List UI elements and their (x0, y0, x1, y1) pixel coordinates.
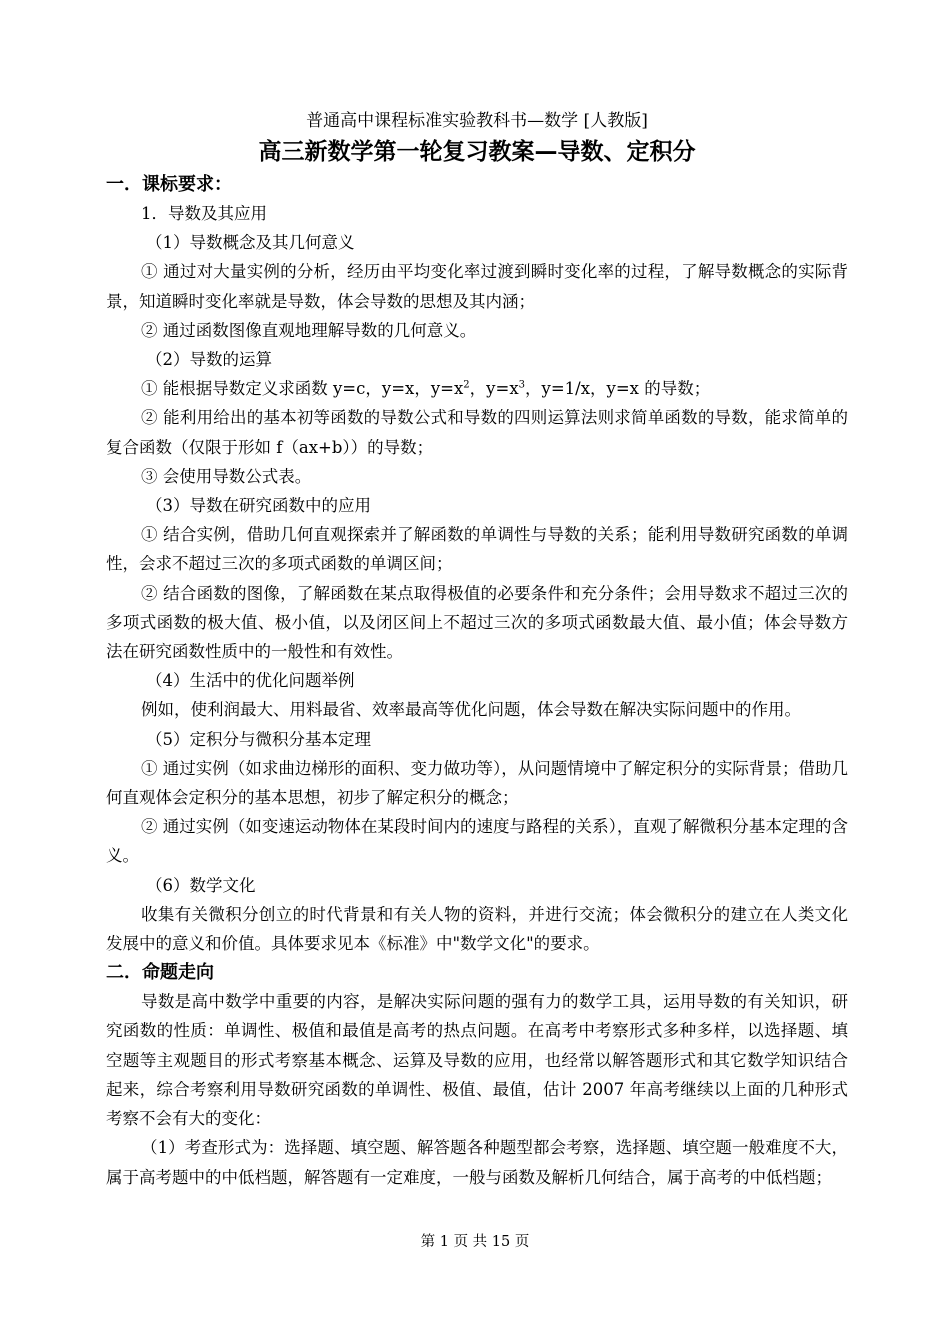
paragraph: ② 能利用给出的基本初等函数的导数公式和导数的四则运算法则求简单函数的导数，能求简单的复合函数（仅限于形如 f（ax+b））的导数； (106, 408, 848, 457)
subheading-2: （2）导数的运算 (146, 350, 272, 370)
paragraph: （1）考查形式为：选择题、填空题、解答题各种题型都会考察，选择题、填空题一般难度不大，属于高考题中的中低档题，解答题有一定难度，一般与函数及解析几何结合，属于高考的中低档题； (106, 1138, 848, 1187)
paragraph: ① 结合实例，借助几何直观探索并了解函数的单调性与导数的关系；能利用导数研究函数的单调性，会求不超过三次的多项式函数的单调区间； (106, 525, 848, 574)
paragraph: 导数是高中数学中重要的内容，是解决实际问题的强有力的数学工具，运用导数的有关知识，研究函数的性质：单调性、极值和最值是高考的热点问题。在高考中考察形式多种多样，以选择题、填空题等主观题目的形式考察基本概念、运算及导数的应用，也经常以解答题形式和其它数学知识结合起来，综合考察利用导数研究函数的单调性、极值、最值，估计 2007 年高考继续以上面的几种形式考察不会有大的变化： (106, 992, 848, 1129)
text-run: ，y=1/x，y=x 的导数； (525, 379, 711, 399)
document-subtitle: 普通高中课程标准实验教科书—数学 [人教版] (306, 111, 648, 131)
subheading-3: （3）导数在研究函数中的应用 (146, 496, 371, 516)
paragraph: ① 通过对大量实例的分析，经历由平均变化率过渡到瞬时变化率的过程，了解导数概念的实际背景，知道瞬时变化率就是导数，体会导数的思想及其内涵； (106, 262, 848, 311)
subheading-5: （5）定积分与微积分基本定理 (146, 729, 371, 749)
paragraph: ② 结合函数的图像，了解函数在某点取得极值的必要条件和充分条件；会用导数求不超过三次的多项式函数的极大值、极小值，以及闭区间上不超过三次的多项式函数最大值、最小值；体会导数方法在研究函数性质中的一般性和有效性。 (106, 583, 848, 662)
document-title: 高三新数学第一轮复习教案—导数、定积分 (258, 139, 696, 165)
item-heading: 1．导数及其应用 (141, 204, 267, 223)
subheading-6: （6）数学文化 (146, 875, 256, 895)
section-heading-trends: 二．命题走向 (106, 962, 214, 984)
page-footer: 第 1 页 共 15 页 (420, 1234, 530, 1250)
subheading-4: （4）生活中的优化问题举例 (146, 671, 355, 691)
paragraph-derivative-list (106, 374, 848, 403)
section-heading-curriculum: 一．课标要求： (106, 174, 232, 195)
paragraph: ① 通过实例（如求曲边梯形的面积、变力做功等），从问题情境中了解定积分的实际背景；借助几何直观体会定积分的基本思想，初步了解定积分的概念； (106, 758, 848, 808)
paragraph: 例如，使利润最大、用料最省、效率最高等优化问题，体会导数在解决实际问题中的作用。 (141, 700, 801, 720)
subheading-1: （1）导数概念及其几何意义 (146, 233, 355, 253)
paragraph: ② 通过实例（如变速运动物体在某段时间内的速度与路程的关系），直观了解微积分基本定理的含义。 (106, 817, 848, 866)
paragraph: ③ 会使用导数公式表。 (141, 466, 312, 486)
superscript: 3 (518, 379, 525, 391)
superscript: 2 (463, 379, 470, 391)
text-run: ① 能根据导数定义求函数 y=c，y=x，y=x (141, 379, 464, 399)
paragraph: 收集有关微积分创立的时代背景和有关人物的资料，并进行交流；体会微积分的建立在人类文化发展中的意义和价值。具体要求见本《标准》中"数学文化"的要求。 (106, 904, 848, 954)
paragraph: ② 通过函数图像直观地理解导数的几何意义。 (141, 320, 477, 340)
text-run: ，y=x (469, 379, 519, 399)
document-page (106, 108, 848, 1192)
